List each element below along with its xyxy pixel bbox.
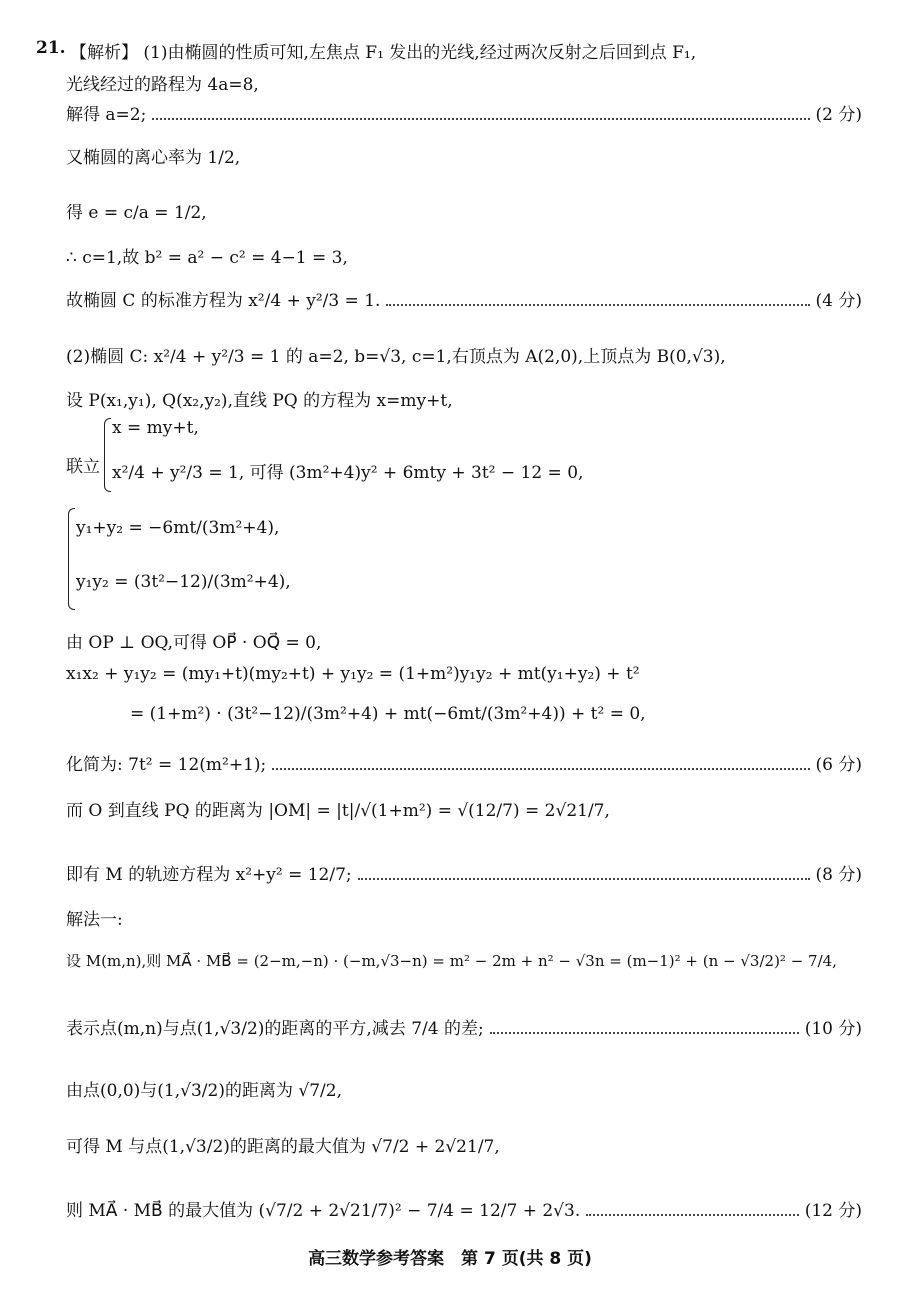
system-equation: x²/4 + y²/3 = 1, 可得 (3m²+4)y² + 6mty + 3t² − 12 = 0,: [112, 463, 584, 483]
solution-line-scored: [66, 1196, 862, 1221]
solution-line: 而 O 到直线 PQ 的距离为 |OM| = |t|/√(1+m²) = √(12/7) = 2√21/7,: [66, 801, 610, 821]
solution-line: ∴ c=1,故 b² = a² − c² = 4−1 = 3,: [66, 248, 348, 268]
solution-text: 表示点(m,n)与点(1,√3/2)的距离的平方,减去 7/4 的差;: [66, 1019, 484, 1039]
solution-line: (2)椭圆 C: x²/4 + y²/3 = 1 的 a=2, b=√3, c=1,右顶点为 A(2,0),上顶点为 B(0,√3),: [66, 347, 726, 367]
page-footer: 高三数学参考答案 第 7 页(共 8 页): [308, 1249, 592, 1269]
system-label: 联立: [66, 457, 100, 477]
solution-line: 设 P(x₁,y₁), Q(x₂,y₂),直线 PQ 的方程为 x=my+t,: [66, 391, 453, 411]
vieta-brace: [68, 508, 75, 610]
score-mark: (2 分): [815, 105, 862, 125]
leader-dots: [386, 303, 809, 306]
solution-text: 化简为: 7t² = 12(m²+1);: [66, 755, 267, 775]
solution-line: 又椭圆的离心率为 1/2,: [66, 148, 241, 168]
system-equation: x = my+t,: [112, 418, 199, 438]
system-brace: [104, 418, 111, 492]
solution-line: 得 e = c/a = 1/2,: [66, 203, 207, 223]
solution-line-scored: [66, 860, 862, 885]
solution-line: = (1+m²) · (3t²−12)/(3m²+4) + mt(−6mt/(3m²+4)) + t² = 0,: [130, 704, 646, 724]
solution-line: 解法一:: [66, 910, 123, 930]
leader-dots: [586, 1213, 798, 1216]
solution-line: 由 OP ⊥ OQ,可得 OP⃗ · OQ⃗ = 0,: [66, 633, 322, 653]
solution-text: 即有 M 的轨迹方程为 x²+y² = 12/7;: [66, 865, 352, 885]
question-number: 21.: [36, 38, 66, 58]
solution-line: 由点(0,0)与(1,√3/2)的距离为 √7/2,: [66, 1081, 342, 1101]
solution-line: 光线经过的路程为 4a=8,: [66, 75, 259, 95]
solution-text: 故椭圆 C 的标准方程为 x²/4 + y²/3 = 1.: [66, 291, 381, 311]
score-mark: (12 分): [804, 1201, 862, 1221]
vieta-equation: y₁y₂ = (3t²−12)/(3m²+4),: [76, 572, 291, 592]
leader-dots: [358, 877, 810, 880]
leader-dots: [490, 1031, 799, 1034]
solution-text: 则 MA⃗ · MB⃗ 的最大值为 (√7/2 + 2√21/7)² − 7/4 = 12/7 + 2√3.: [66, 1201, 581, 1221]
leader-dots: [152, 117, 809, 120]
solution-line: 可得 M 与点(1,√3/2)的距离的最大值为 √7/2 + 2√21/7,: [66, 1137, 500, 1157]
leader-dots: [272, 767, 809, 770]
solution-line: 【解析】 (1)由椭圆的性质可知,左焦点 F₁ 发出的光线,经过两次反射之后回到点 F₁,: [70, 43, 697, 63]
solution-line-scored: [66, 286, 862, 311]
solution-line-scored: [66, 1014, 862, 1039]
solution-line-scored: [66, 750, 862, 775]
solution-line: x₁x₂ + y₁y₂ = (my₁+t)(my₂+t) + y₁y₂ = (1+m²)y₁y₂ + mt(y₁+y₂) + t²: [66, 664, 640, 684]
solution-line: 设 M(m,n),则 MA⃗ · MB⃗ = (2−m,−n) · (−m,√3−n) = m² − 2m + n² − √3n = (m−1)² + (n − √3/2)² − 7/4,: [66, 952, 837, 970]
vieta-equation: y₁+y₂ = −6mt/(3m²+4),: [76, 518, 280, 538]
score-mark: (4 分): [815, 291, 862, 311]
score-mark: (8 分): [815, 865, 862, 885]
solution-text: 解得 a=2;: [66, 105, 147, 125]
score-mark: (10 分): [804, 1019, 862, 1039]
solution-line-scored: [66, 100, 862, 125]
score-mark: (6 分): [815, 755, 862, 775]
